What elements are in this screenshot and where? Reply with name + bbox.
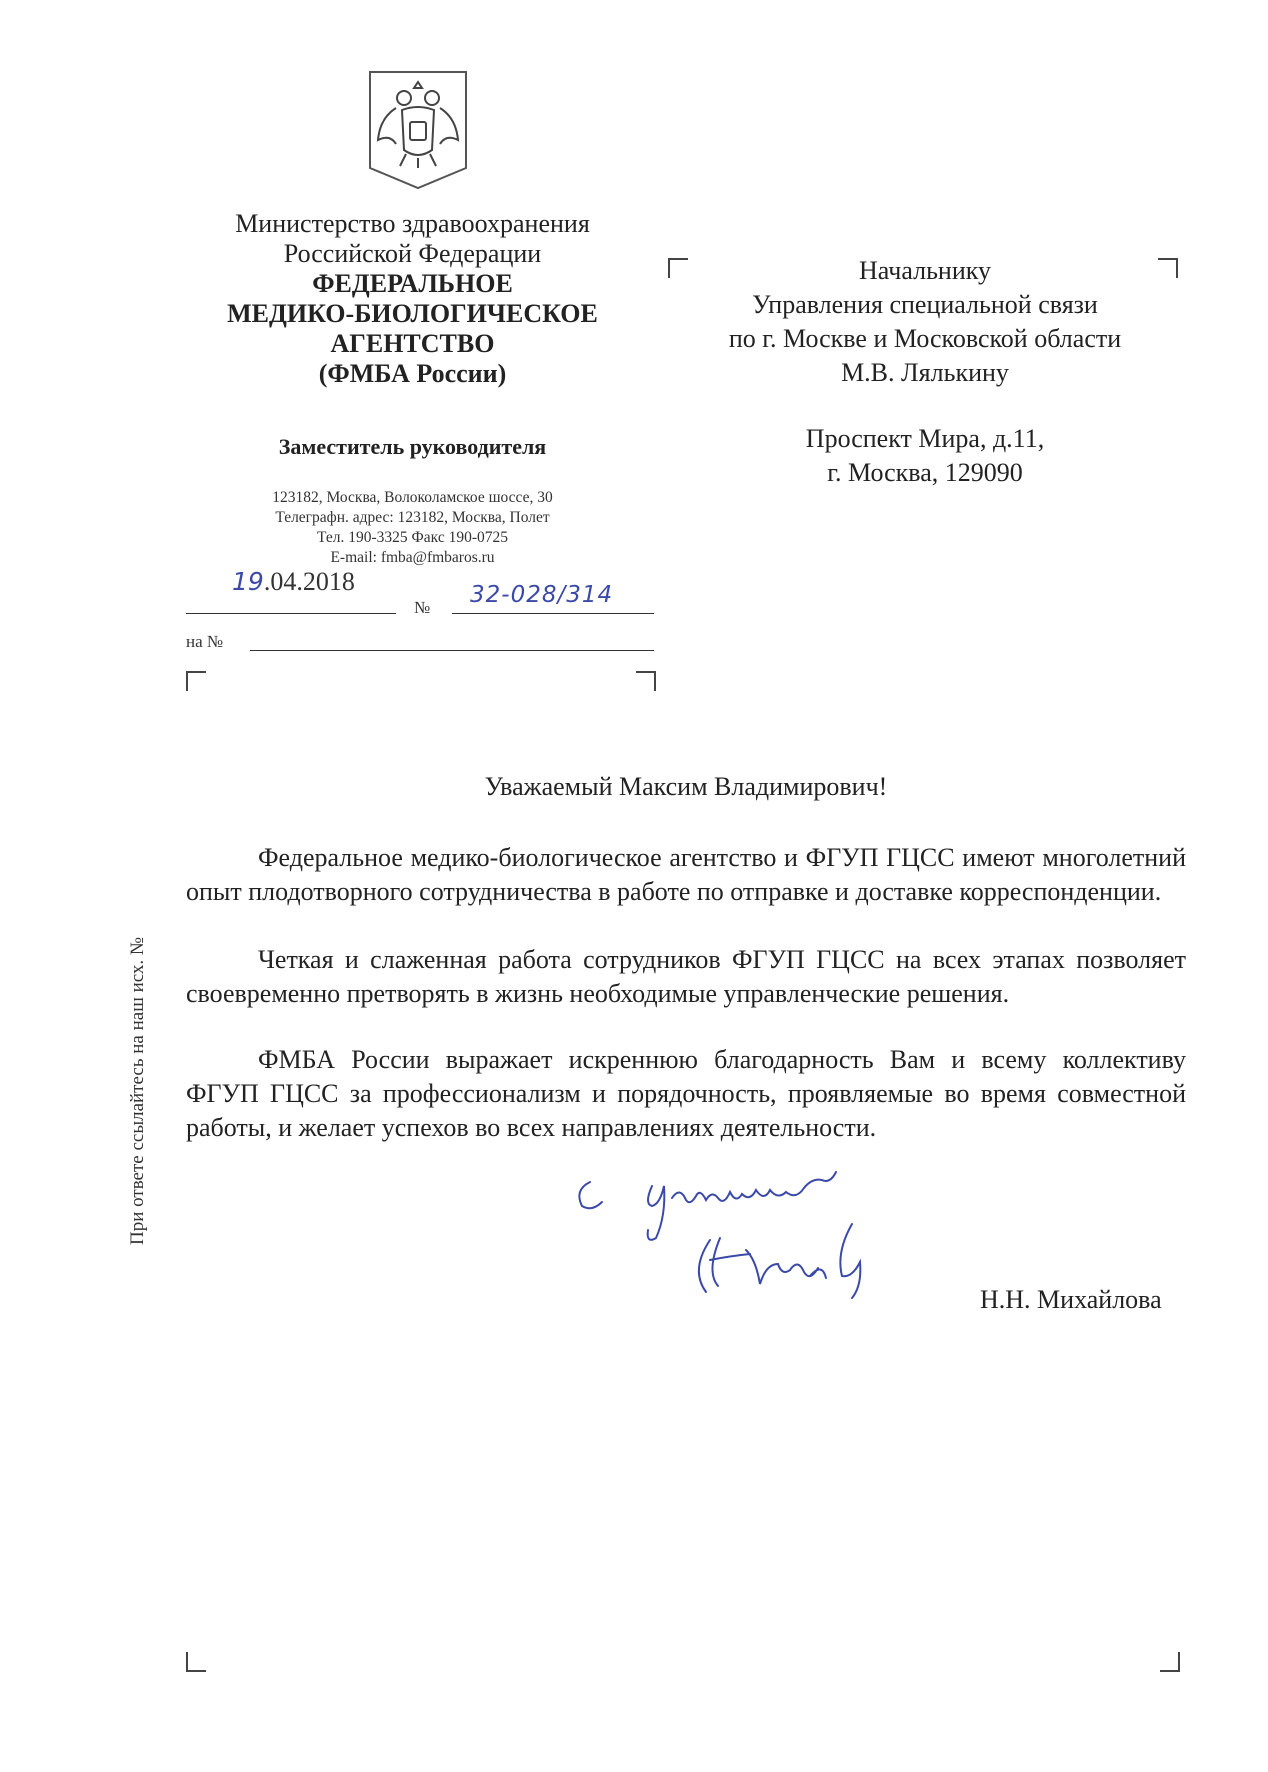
date-month-year: .04.2018 bbox=[263, 567, 355, 596]
sender-address-line2: Телеграфн. адрес: 123182, Москва, Полет bbox=[275, 509, 550, 526]
coat-of-arms-icon bbox=[366, 68, 470, 192]
recipient-line3: по г. Москве и Московской области bbox=[728, 324, 1122, 353]
signer-name: Н.Н. Михайлова bbox=[980, 1285, 1162, 1314]
ministry-name-line2: Российской Федерации bbox=[283, 239, 542, 268]
recipient-line2: Управления специальной связи bbox=[752, 290, 1098, 319]
body-paragraph-3 bbox=[186, 1043, 1186, 1145]
date-day-handwritten: 19 bbox=[232, 567, 264, 596]
recipient-line1: Начальнику bbox=[858, 256, 992, 285]
body-paragraph-2 bbox=[186, 943, 1186, 1011]
handwritten-signature bbox=[560, 1160, 980, 1320]
recipient-address-line1: Проспект Мира, д.11, bbox=[805, 424, 1045, 453]
corner-mark bbox=[186, 671, 206, 691]
agency-name-line3: АГЕНТСТВО bbox=[330, 329, 495, 358]
outgoing-date bbox=[232, 567, 355, 597]
sender-address-block bbox=[200, 488, 625, 568]
salutation: Уважаемый Максим Владимирович! bbox=[484, 772, 888, 801]
recipient-address-block bbox=[680, 422, 1170, 490]
sender-address-line1: 123182, Москва, Волоколамское шоссе, 30 bbox=[272, 489, 553, 506]
number-sign: № bbox=[414, 598, 431, 617]
sender-position-wrap bbox=[200, 432, 625, 462]
recipient-line4: М.В. Лялькину bbox=[841, 358, 1009, 387]
sender-position: Заместитель руководителя bbox=[278, 434, 547, 459]
corner-mark bbox=[1160, 1652, 1180, 1672]
sender-phone-line: Тел. 190-3325 Факс 190-0725 bbox=[317, 529, 508, 546]
corner-mark bbox=[636, 671, 656, 691]
margin-note: При ответе ссылайтесь на наш исх. № bbox=[127, 936, 148, 1245]
sender-email-line: E-mail: fmba@fmbaros.ru bbox=[330, 549, 495, 566]
body-paragraph-2-text: Четкая и слаженная работа сотрудников ФГУП ГЦСС на всех этапах позволяет своевременно претворять в жизнь необходимые управленческие решения. bbox=[186, 945, 1186, 1008]
number-line bbox=[452, 613, 654, 614]
sender-block bbox=[200, 209, 625, 389]
ministry-name-line1: Министерство здравоохранения bbox=[235, 209, 590, 238]
recipient-address-line2: г. Москва, 129090 bbox=[827, 458, 1023, 487]
body-paragraph-1-text: Федеральное медико-биологическое агентство и ФГУП ГЦСС имеют многолетний опыт плодотворного сотрудничества в работе по отправке и доставке корреспонденции. bbox=[186, 843, 1186, 906]
body-paragraph-3-text: ФМБА России выражает искреннюю благодарность Вам и всему коллективу ФГУП ГЦСС за профессионализм и порядочность, проявляемые во время совместной работы, и желает успехов во всех направлениях деятельности. bbox=[186, 1045, 1186, 1142]
agency-name-line1: ФЕДЕРАЛЬНОЕ bbox=[312, 269, 513, 298]
corner-mark bbox=[186, 1652, 206, 1672]
date-line bbox=[186, 613, 396, 614]
body-paragraph-1 bbox=[186, 841, 1186, 909]
agency-name-line2: МЕДИКО-БИОЛОГИЧЕСКОЕ bbox=[227, 299, 598, 328]
outgoing-number-handwritten: 32-028/314 bbox=[470, 582, 614, 608]
reply-to-label: на № bbox=[186, 632, 224, 651]
agency-short-name: (ФМБА России) bbox=[318, 359, 507, 388]
recipient-block bbox=[680, 254, 1170, 390]
reply-to-line bbox=[250, 650, 654, 651]
